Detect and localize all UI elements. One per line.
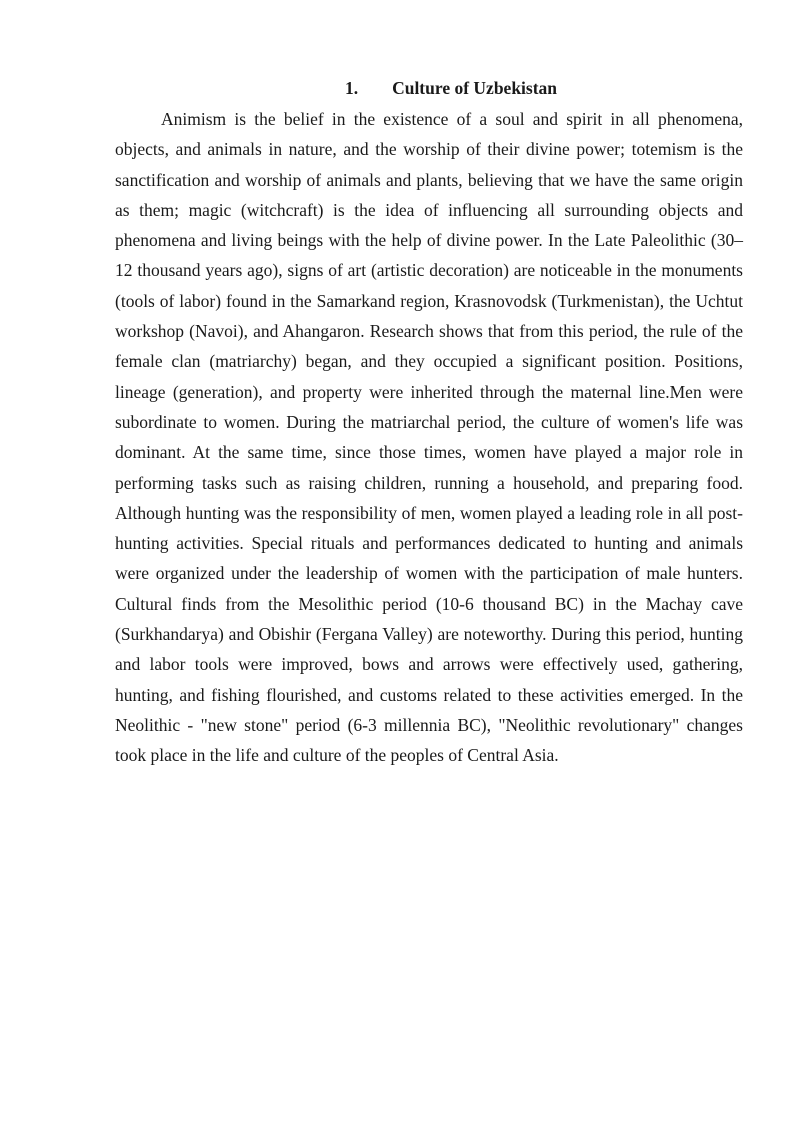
body-paragraph: Animism is the belief in the existence of a soul and spirit in all phenomena, objects, and animals in nature, and the worship of their divine power; totemism is the sanctification and worship of animals and plants, believing that we have the same origin as them; magic (witchcraft) is the idea of influencing all surrounding objects and phenomena and living beings with the help of divine power. In the Late Paleolithic (30–12 thousand years ago), signs of art (artistic decoration) are noticeable in the monuments (tools of labor) found in the Samarkand region, Krasnovodsk (Turkmenistan), the Uchtut workshop (Navoi), and Ahangaron. Research shows that from this period, the rule of the female clan (matriarchy) began, and they occupied a significant position. Positions, lineage (generation), and property were inherited through the maternal line.Men were subordinate to women. During the matriarchal period, the culture of women's life was dominant. At the same time, since those times, women have played a major role in performing tasks such as raising children, running a household, and preparing food. Although hunting was the responsibility of men, women played a leading role in all post-hunting activities. Special rituals and performances dedicated to hunting and animals were organized under the leadership of women with the participation of male hunters. Cultural finds from the Mesolithic period (10-6 thousand BC) in the Machay cave (Surkhandarya) and Obishir (Fergana Valley) are noteworthy. During this period, hunting and labor tools were improved, bows and arrows were effectively used, gathering, hunting, and fishing flourished, and customs related to these activities emerged. In the Neolithic - "new stone" period (6-3 millennia BC), "Neolithic revolutionary" changes took place in the life and culture of the peoples of Central Asia. [115, 109, 743, 766]
document-page [115, 74, 743, 771]
section-title: Culture of Uzbekistan [392, 78, 558, 98]
section-number: 1. [344, 78, 359, 98]
section-heading [115, 74, 743, 102]
